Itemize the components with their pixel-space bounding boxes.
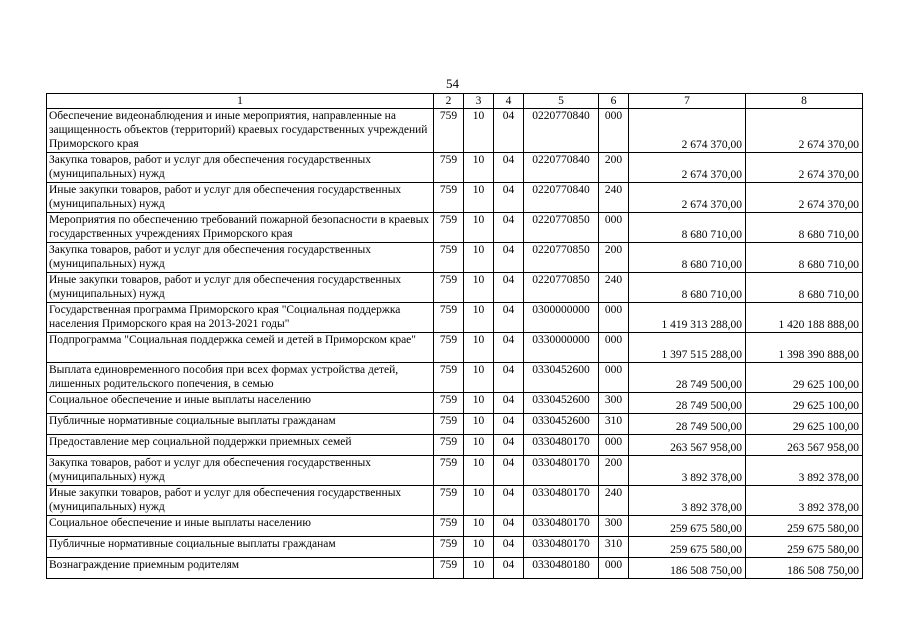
row-expense-type: 310	[599, 537, 629, 558]
row-expense-type: 300	[599, 516, 629, 537]
row-name: Мероприятия по обеспечению требований пожарной безопасности в краевых государственных учреждениях Приморского края	[47, 213, 434, 243]
row-amount-year2: 8 680 710,00	[746, 213, 863, 243]
table-row	[47, 243, 863, 273]
row-section: 10	[464, 243, 494, 273]
row-subsection: 04	[494, 414, 524, 435]
row-amount-year1: 28 749 500,00	[629, 414, 746, 435]
row-section: 10	[464, 486, 494, 516]
row-name: Предоставление мер социальной поддержки приемных семей	[47, 435, 434, 456]
header-col-3: 3	[464, 94, 494, 109]
row-section: 10	[464, 435, 494, 456]
row-target-code: 0330452600	[524, 414, 599, 435]
row-target-code: 0330480170	[524, 516, 599, 537]
row-amount-year1: 259 675 580,00	[629, 516, 746, 537]
row-amount-year1: 1 419 313 288,00	[629, 303, 746, 333]
row-amount-year1: 3 892 378,00	[629, 486, 746, 516]
row-name: Выплата единовременного пособия при всех формах устройства детей, лишенных родительского попечения, в семью	[47, 363, 434, 393]
row-expense-type: 240	[599, 273, 629, 303]
table-row	[47, 435, 863, 456]
row-subsection: 04	[494, 303, 524, 333]
row-target-code: 0330480170	[524, 435, 599, 456]
row-amount-year1: 259 675 580,00	[629, 537, 746, 558]
table-row	[47, 393, 863, 414]
row-subsection: 04	[494, 393, 524, 414]
row-name: Государственная программа Приморского края "Социальная поддержка населения Приморского края на 2013-2021 годы"	[47, 303, 434, 333]
row-amount-year1: 8 680 710,00	[629, 273, 746, 303]
row-amount-year1: 8 680 710,00	[629, 243, 746, 273]
row-target-code: 0330480170	[524, 537, 599, 558]
row-name: Социальное обеспечение и иные выплаты населению	[47, 393, 434, 414]
row-admin-code: 759	[434, 414, 464, 435]
row-name: Иные закупки товаров, работ и услуг для обеспечения государственных (муниципальных) нужд	[47, 183, 434, 213]
table-row	[47, 486, 863, 516]
header-col-1: 1	[47, 94, 434, 109]
row-subsection: 04	[494, 537, 524, 558]
row-section: 10	[464, 537, 494, 558]
row-subsection: 04	[494, 516, 524, 537]
row-section: 10	[464, 303, 494, 333]
row-amount-year1: 186 508 750,00	[629, 558, 746, 579]
row-expense-type: 240	[599, 486, 629, 516]
row-amount-year2: 263 567 958,00	[746, 435, 863, 456]
row-subsection: 04	[494, 486, 524, 516]
row-section: 10	[464, 183, 494, 213]
row-section: 10	[464, 109, 494, 153]
row-target-code: 0300000000	[524, 303, 599, 333]
row-target-code: 0220770840	[524, 153, 599, 183]
row-expense-type: 240	[599, 183, 629, 213]
row-section: 10	[464, 153, 494, 183]
row-amount-year2: 29 625 100,00	[746, 363, 863, 393]
table-row	[47, 414, 863, 435]
table-body	[47, 109, 863, 579]
row-expense-type: 200	[599, 153, 629, 183]
row-section: 10	[464, 273, 494, 303]
row-subsection: 04	[494, 153, 524, 183]
budget-table	[46, 93, 863, 579]
row-name: Закупка товаров, работ и услуг для обеспечения государственных (муниципальных) нужд	[47, 456, 434, 486]
row-subsection: 04	[494, 273, 524, 303]
row-section: 10	[464, 393, 494, 414]
row-target-code: 0330480170	[524, 456, 599, 486]
row-amount-year1: 2 674 370,00	[629, 153, 746, 183]
row-amount-year2: 29 625 100,00	[746, 414, 863, 435]
row-amount-year2: 259 675 580,00	[746, 516, 863, 537]
row-amount-year2: 2 674 370,00	[746, 109, 863, 153]
table-row	[47, 537, 863, 558]
row-amount-year2: 3 892 378,00	[746, 486, 863, 516]
row-target-code: 0220770850	[524, 273, 599, 303]
row-amount-year1: 2 674 370,00	[629, 109, 746, 153]
row-name: Иные закупки товаров, работ и услуг для обеспечения государственных (муниципальных) нужд	[47, 486, 434, 516]
row-subsection: 04	[494, 363, 524, 393]
row-subsection: 04	[494, 109, 524, 153]
row-name: Закупка товаров, работ и услуг для обеспечения государственных (муниципальных) нужд	[47, 243, 434, 273]
row-name: Социальное обеспечение и иные выплаты населению	[47, 516, 434, 537]
row-admin-code: 759	[434, 153, 464, 183]
row-subsection: 04	[494, 183, 524, 213]
row-amount-year1: 2 674 370,00	[629, 183, 746, 213]
row-admin-code: 759	[434, 183, 464, 213]
row-name: Иные закупки товаров, работ и услуг для обеспечения государственных (муниципальных) нужд	[47, 273, 434, 303]
row-admin-code: 759	[434, 273, 464, 303]
row-section: 10	[464, 516, 494, 537]
row-target-code: 0220770850	[524, 213, 599, 243]
row-admin-code: 759	[434, 303, 464, 333]
row-admin-code: 759	[434, 333, 464, 363]
row-target-code: 0330000000	[524, 333, 599, 363]
row-amount-year1: 263 567 958,00	[629, 435, 746, 456]
row-expense-type: 200	[599, 243, 629, 273]
table-row	[47, 273, 863, 303]
table-row	[47, 213, 863, 243]
row-expense-type: 200	[599, 456, 629, 486]
row-amount-year2: 3 892 378,00	[746, 456, 863, 486]
row-expense-type: 310	[599, 414, 629, 435]
row-subsection: 04	[494, 213, 524, 243]
row-name: Публичные нормативные социальные выплаты гражданам	[47, 537, 434, 558]
row-name: Закупка товаров, работ и услуг для обеспечения государственных (муниципальных) нужд	[47, 153, 434, 183]
row-amount-year2: 8 680 710,00	[746, 243, 863, 273]
header-col-6: 6	[599, 94, 629, 109]
row-admin-code: 759	[434, 243, 464, 273]
header-col-4: 4	[494, 94, 524, 109]
row-amount-year1: 28 749 500,00	[629, 363, 746, 393]
row-target-code: 0220770840	[524, 183, 599, 213]
row-section: 10	[464, 333, 494, 363]
table-row	[47, 153, 863, 183]
row-expense-type: 300	[599, 393, 629, 414]
row-amount-year2: 8 680 710,00	[746, 273, 863, 303]
row-target-code: 0330480170	[524, 486, 599, 516]
table-row	[47, 109, 863, 153]
row-target-code: 0220770840	[524, 109, 599, 153]
table-row	[47, 558, 863, 579]
page-number: 54	[446, 76, 459, 91]
row-admin-code: 759	[434, 516, 464, 537]
row-amount-year2: 259 675 580,00	[746, 537, 863, 558]
table-row	[47, 516, 863, 537]
header-col-2: 2	[434, 94, 464, 109]
row-section: 10	[464, 414, 494, 435]
row-amount-year2: 1 420 188 888,00	[746, 303, 863, 333]
row-admin-code: 759	[434, 393, 464, 414]
table-row	[47, 303, 863, 333]
row-admin-code: 759	[434, 435, 464, 456]
header-col-8: 8	[746, 94, 863, 109]
row-admin-code: 759	[434, 213, 464, 243]
table-row	[47, 456, 863, 486]
row-expense-type: 000	[599, 303, 629, 333]
row-amount-year2: 186 508 750,00	[746, 558, 863, 579]
row-target-code: 0330452600	[524, 363, 599, 393]
row-amount-year2: 2 674 370,00	[746, 153, 863, 183]
row-admin-code: 759	[434, 486, 464, 516]
row-expense-type: 000	[599, 213, 629, 243]
row-section: 10	[464, 363, 494, 393]
row-section: 10	[464, 213, 494, 243]
row-expense-type: 000	[599, 109, 629, 153]
header-col-5: 5	[524, 94, 599, 109]
row-target-code: 0330452600	[524, 393, 599, 414]
header-col-7: 7	[629, 94, 746, 109]
row-subsection: 04	[494, 333, 524, 363]
row-amount-year2: 1 398 390 888,00	[746, 333, 863, 363]
row-name: Вознаграждение приемным родителям	[47, 558, 434, 579]
row-admin-code: 759	[434, 363, 464, 393]
row-name: Подпрограмма "Социальная поддержка семей и детей в Приморском крае"	[47, 333, 434, 363]
row-admin-code: 759	[434, 109, 464, 153]
table-row	[47, 183, 863, 213]
row-amount-year1: 28 749 500,00	[629, 393, 746, 414]
table-row	[47, 363, 863, 393]
row-target-code: 0220770850	[524, 243, 599, 273]
row-admin-code: 759	[434, 537, 464, 558]
row-amount-year2: 29 625 100,00	[746, 393, 863, 414]
row-subsection: 04	[494, 435, 524, 456]
row-amount-year1: 8 680 710,00	[629, 213, 746, 243]
row-name: Публичные нормативные социальные выплаты гражданам	[47, 414, 434, 435]
row-expense-type: 000	[599, 558, 629, 579]
row-expense-type: 000	[599, 363, 629, 393]
row-section: 10	[464, 456, 494, 486]
row-amount-year2: 2 674 370,00	[746, 183, 863, 213]
row-amount-year1: 3 892 378,00	[629, 456, 746, 486]
row-subsection: 04	[494, 456, 524, 486]
row-expense-type: 000	[599, 435, 629, 456]
row-subsection: 04	[494, 558, 524, 579]
header-row	[47, 94, 863, 109]
row-section: 10	[464, 558, 494, 579]
row-target-code: 0330480180	[524, 558, 599, 579]
row-amount-year1: 1 397 515 288,00	[629, 333, 746, 363]
row-expense-type: 000	[599, 333, 629, 363]
row-admin-code: 759	[434, 558, 464, 579]
table-row	[47, 333, 863, 363]
row-subsection: 04	[494, 243, 524, 273]
row-name: Обеспечение видеонаблюдения и иные мероприятия, направленные на защищенность объектов (территорий) краевых государственных учреждений Приморского края	[47, 109, 434, 153]
row-admin-code: 759	[434, 456, 464, 486]
